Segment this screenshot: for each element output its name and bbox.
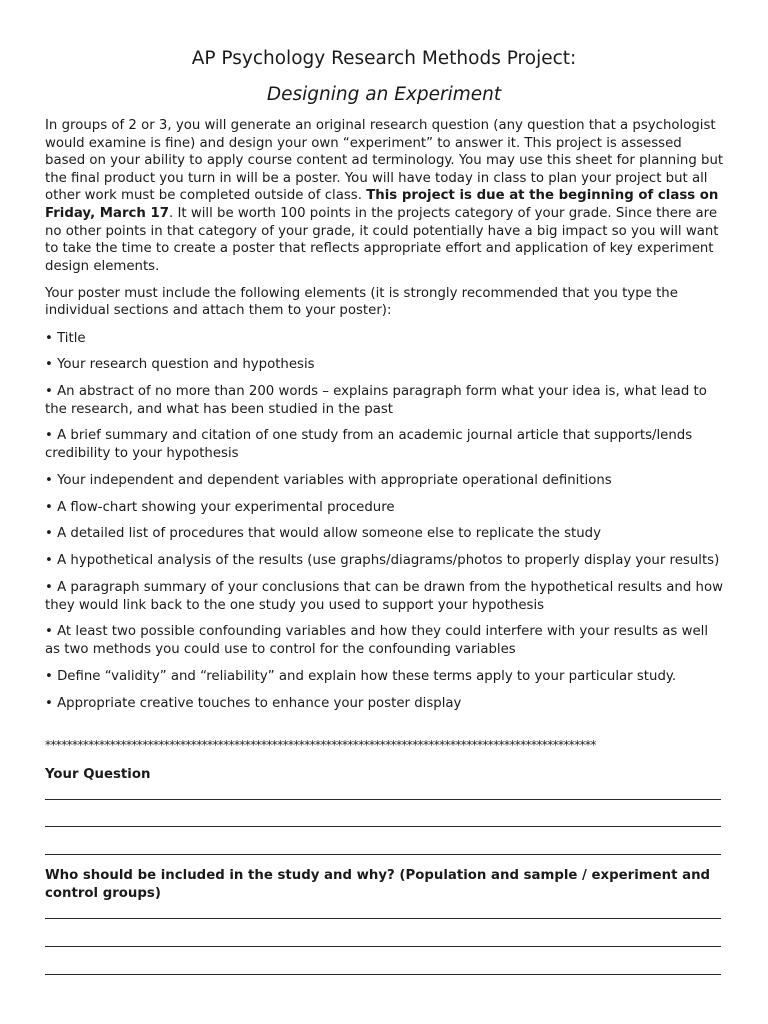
answer-line[interactable]: [45, 799, 721, 800]
asterisk-separator: ******************************************************************************************************: [45, 738, 596, 752]
list-item: • Title: [45, 330, 86, 346]
answer-line[interactable]: [45, 946, 721, 947]
list-item: • A flow-chart showing your experimental procedure: [45, 499, 395, 515]
answer-line[interactable]: [45, 854, 721, 855]
list-item: • Define “validity” and “reliability” and explain how these terms apply to your particular study.: [45, 668, 677, 684]
list-item: • A paragraph summary of your conclusions that can be drawn from the hypothetical results and how they would link back to the one study you used to support your hypothesis: [45, 579, 723, 613]
list-item: • A detailed list of procedures that would allow someone else to replicate the study: [45, 526, 601, 542]
elements-intro-paragraph: Your poster must include the following elements (it is strongly recommended that you type the individual sections and attach them to your poster):: [45, 285, 678, 319]
list-item: • Your research question and hypothesis: [45, 357, 315, 373]
list-item: • Appropriate creative touches to enhance your poster display: [45, 695, 462, 711]
due-date-text: This project is due at the beginning of class on Friday, March 17: [45, 188, 719, 221]
list-item: • A hypothetical analysis of the results (use graphs/diagrams/photos to properly display your results): [45, 553, 720, 569]
list-item: • An abstract of no more than 200 words – explains paragraph form what your idea is, what lead to the research, and what has been studied in the past: [45, 384, 707, 417]
intro-paragraph: [45, 117, 725, 275]
required-elements-list: [45, 330, 725, 713]
answer-line[interactable]: [45, 918, 721, 919]
page-subtitle: Designing an Experiment: [266, 84, 502, 105]
instructions-body: [45, 117, 725, 721]
answer-line[interactable]: [45, 974, 721, 975]
list-item: • At least two possible confounding variables and how they could interfere with your results as well as two methods you could use to control for the confounding variables: [45, 624, 709, 657]
intro-text-part1: In groups of 2 or 3, you will generate an original research question (any question that a psychologist would examine is fine) and design your own “experiment” to answer it. This project is assessed based on your ability to apply course content ad terminology. You may use this sheet for planning but the final product you turn in will be a poster. You will have today in class to plan your project but all other work must be completed outside of class.: [45, 118, 724, 204]
list-item: • Your independent and dependent variables with appropriate operational definitions: [45, 472, 612, 488]
page-title: AP Psychology Research Methods Project:: [191, 48, 577, 69]
list-item: • A brief summary and citation of one study from an academic journal article that supports/lends credibility to your hypothesis: [45, 428, 693, 462]
intro-text-part2: . It will be worth 100 points in the projects category of your grade. Since there are no other points in that category of your grade, it could potentially have a big impact so you will want to take the time to create a poster that reflects appropriate effort and application of key experiment design elements.: [45, 205, 719, 274]
answer-line[interactable]: [45, 826, 721, 827]
question-label-population: Who should be included in the study and why? (Population and sample / experiment and control groups): [45, 868, 711, 901]
question-label-your-question: Your Question: [45, 767, 151, 782]
